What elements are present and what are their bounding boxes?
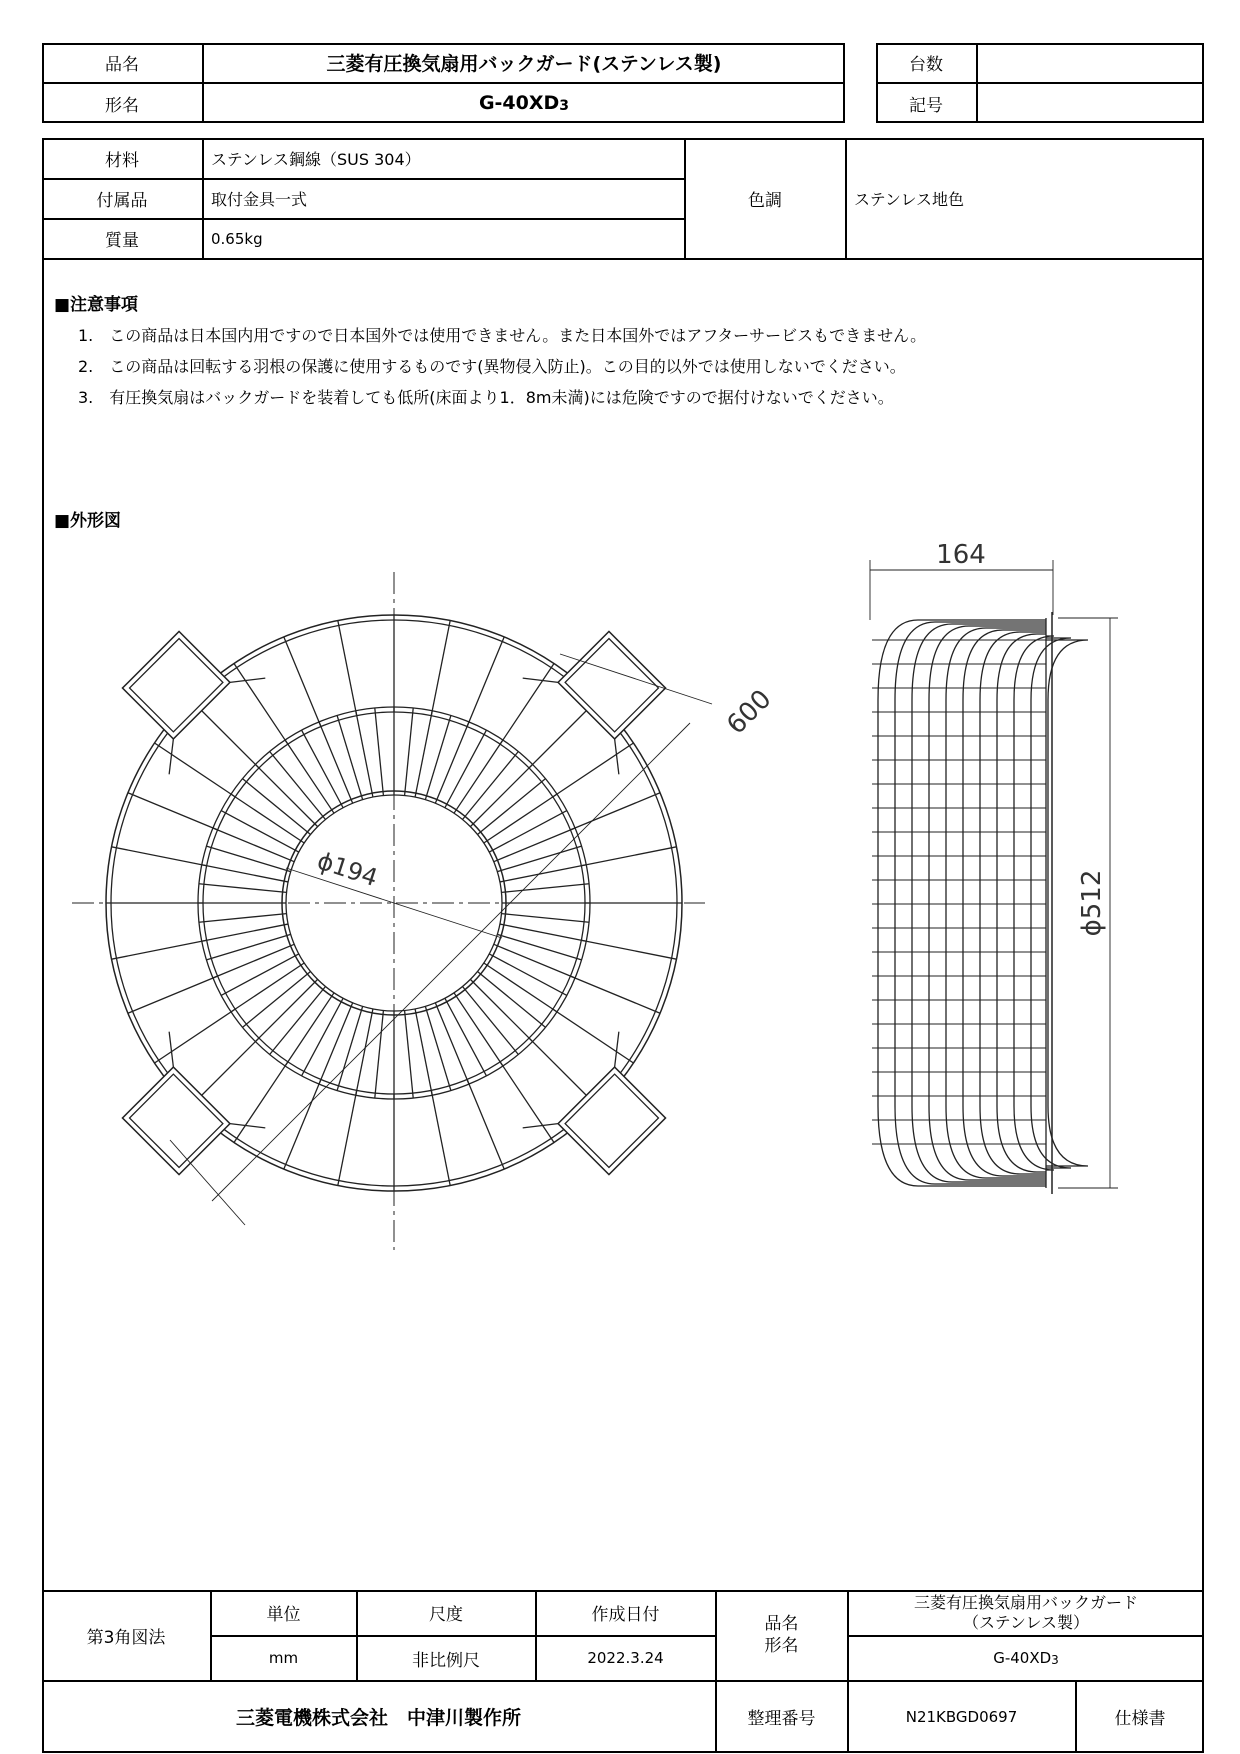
note-item: 2. この商品は回転する羽根の保護に使用するものです(異物侵入防止)。この目的以外では使用しないでください。 [78,357,906,376]
color-label: 色調 [748,190,782,211]
material-value: ステンレス鋼線（SUS 304） [211,149,421,169]
scale-value: 非比例尺 [412,1650,480,1671]
model-number: G-40XD 3 [478,92,570,114]
projection-method: 第3角図法 [86,1627,166,1648]
accessory-value: 取付金具一式 [211,190,308,209]
doc-type: 仕様書 [1114,1709,1166,1729]
kigo-label: 記号 [909,95,943,116]
daisu-label: 台数 [909,55,943,75]
product-name-block: 三菱有圧換気扇用バックガード （ステンレス製） [913,1592,1138,1632]
weight-label: 質量 [105,231,139,251]
weight-value: 0.65kg [211,229,263,248]
notes-heading: ■注意事項 [54,295,139,315]
dim-164-label: 164 [936,540,986,570]
color-value: ステンレス地色 [854,189,965,209]
front-view [72,572,712,1250]
scale-label: 尺度 [429,1605,463,1625]
note-item: 1. この商品は日本国内用ですので日本国外では使用できません。また日本国外ではアフターサービスもできません。 [78,326,927,345]
hinmei-label: 品名 [105,55,139,75]
katamei-label: 形名 [105,95,139,116]
unit-label: 単位 [266,1605,301,1625]
note-item: 3. 有圧換気扇はバックガードを装着しても低所(床面より1．8m未満)には危険ですので据付けないでください。 [78,388,894,407]
material-label: 材料 [105,150,139,171]
dim-512-label: ϕ512 [1077,869,1107,937]
model-value: G-40XD 3 [993,1649,1059,1667]
drawing-heading: ■外形図 [54,511,122,531]
dim-194-label: ϕ194 [313,846,382,893]
ref-label: 整理番号 [747,1709,816,1729]
date-label: 作成日付 [591,1605,660,1625]
name-label: 品名 [764,1614,799,1634]
ref-value: N21KBGD0697 [905,1707,1018,1726]
dim-600-label: 600 [721,684,778,741]
unit-value: mm [268,1649,299,1667]
date-value: 2022.3.24 [587,1649,664,1667]
product-name: 三菱有圧換気扇用バックガード(ステンレス製) [326,53,722,75]
name-labels [716,1590,847,1680]
accessory-label: 付属品 [96,191,148,211]
model-label: 形名 [764,1636,799,1656]
company-name: 三菱電機株式会社 中津川製作所 [235,1707,521,1729]
